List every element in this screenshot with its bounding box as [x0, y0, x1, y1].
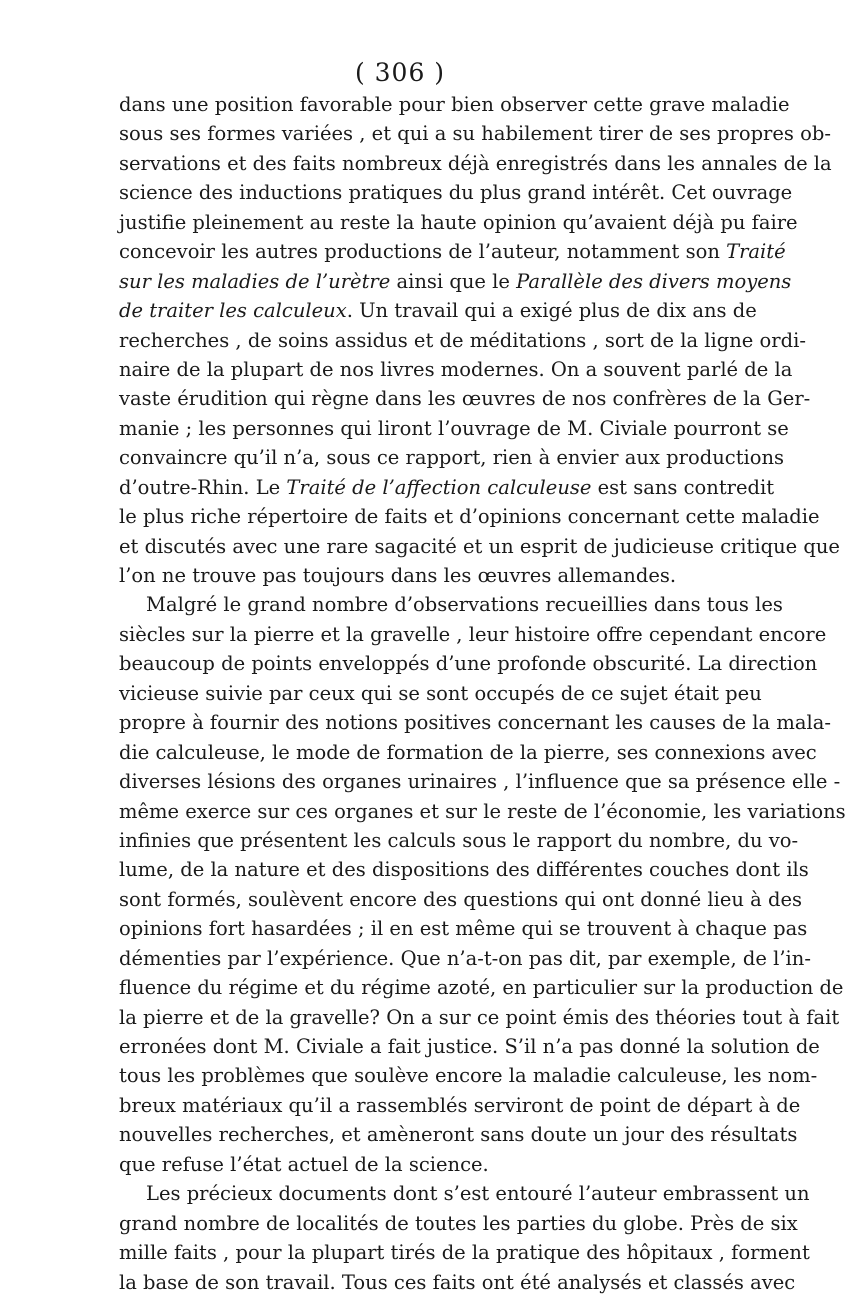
text-span: manie ; les personnes qui liront l’ouvrage de M. Civiale pourront se — [119, 416, 789, 440]
text-line — [119, 532, 840, 561]
text-line — [119, 944, 811, 973]
text-span: justifie pleinement au reste la haute opinion qu’avaient déjà pu faire — [119, 210, 798, 234]
text-span: die calculeuse, le mode de formation de la pierre, ses connexions avec — [119, 740, 817, 764]
text-line — [119, 826, 799, 855]
text-span: tous les problèmes que soulève encore la maladie calculeuse, les nom- — [119, 1064, 818, 1088]
text-span: et discutés avec une rare sagacité et un esprit de judicieuse critique que — [119, 534, 840, 558]
body-text — [119, 90, 846, 1297]
text-line — [119, 443, 785, 472]
text-line — [119, 355, 793, 384]
text-line — [119, 620, 827, 649]
italic-title-span: de traiter les calculeux — [119, 299, 347, 323]
text-span: ainsi que le — [390, 269, 517, 293]
page-number: ( 306 ) — [354, 58, 446, 87]
text-line — [119, 502, 820, 531]
text-span: breux matériaux qu’il a rassemblés serviront de point de départ à de — [119, 1093, 801, 1117]
text-span: siècles sur la pierre et la gravelle , leur histoire offre cependant encore — [119, 622, 827, 646]
text-line — [119, 1120, 798, 1149]
text-span: dans une position favorable pour bien observer cette grave maladie — [119, 93, 790, 116]
text-span: naire de la plupart de nos livres modernes. On a souvent parlé de la — [119, 357, 793, 381]
text-line — [119, 708, 831, 737]
paragraph — [119, 590, 846, 1179]
text-span: nouvelles recherches, et amèneront sans doute un jour des résultats — [119, 1123, 798, 1147]
text-line — [119, 1150, 681, 1179]
text-span: est sans contredit — [591, 475, 775, 499]
text-line — [119, 326, 806, 355]
text-span: lume, de la nature et des dispositions des différentes couches dont ils — [119, 858, 809, 882]
text-line — [119, 561, 681, 590]
text-line — [119, 473, 775, 502]
text-line — [119, 797, 846, 826]
text-span: le plus riche répertoire de faits et d’opinions concernant cette maladie — [119, 505, 820, 529]
text-span: concevoir les autres productions de l’auteur, notamment son — [119, 240, 727, 264]
text-span: Malgré le grand nombre d’observations recueillies dans tous les — [146, 593, 783, 617]
italic-title-span: Traité de l’affection calculeuse — [286, 475, 592, 499]
text-line — [119, 855, 809, 884]
text-span: l’on ne trouve pas toujours dans les œuvres allemandes. — [119, 564, 677, 587]
text-span: recherches , de soins assidus et de méditations , sort de la ligne ordi- — [119, 328, 806, 352]
text-line — [119, 1179, 810, 1208]
text-span: mille faits , pour la plupart tirés de la pratique des hôpitaux , forment — [119, 1241, 810, 1265]
text-span: science des inductions pratiques du plus grand intérêt. Cet ouvrage — [119, 181, 793, 205]
text-span: vicieuse suivie par ceux qui se sont occupés de ce sujet était peu — [119, 681, 762, 705]
text-line — [119, 1091, 801, 1120]
text-span: Les précieux documents dont s’est entouré l’auteur embrassent un — [146, 1182, 810, 1206]
text-line — [119, 414, 789, 443]
text-span: opinions fort hasardées ; il en est même qui se trouvent à chaque pas — [119, 917, 808, 941]
text-span: sont formés, soulèvent encore des questions qui ont donné lieu à des — [119, 887, 803, 911]
text-span: grand nombre de localités de toutes les parties du globe. Près de six — [119, 1211, 798, 1235]
text-span: erronées dont M. Civiale a fait justice. S’il n’a pas donné la solution de — [119, 1035, 820, 1058]
text-line — [119, 914, 808, 943]
text-span: que refuse l’état actuel de la science. — [119, 1152, 489, 1176]
text-line — [119, 267, 792, 296]
text-line — [119, 1209, 798, 1238]
text-line — [119, 738, 817, 767]
paragraph — [119, 90, 840, 590]
text-line — [119, 178, 793, 207]
paragraph — [119, 1179, 810, 1297]
italic-title-span: Parallèle des divers moyens — [516, 269, 792, 293]
text-span: . Un travail qui a exigé plus de dix ans de — [346, 299, 757, 323]
text-line — [119, 1032, 820, 1061]
text-line — [119, 384, 811, 413]
text-span: infinies que présentent les calculs sous le rapport du nombre, du vo- — [119, 828, 799, 852]
text-line — [119, 767, 841, 796]
text-span: beaucoup de points enveloppés d’une profonde obscurité. La direction — [119, 652, 818, 676]
text-line — [119, 1238, 810, 1267]
text-span: servations et des faits nombreux déjà enregistrés dans les annales de la — [119, 151, 832, 175]
text-span: d’outre-Rhin. Le — [119, 475, 287, 499]
text-span: diverses lésions des organes urinaires , l’influence que sa présence elle - — [119, 770, 841, 794]
text-span: propre à fournir des notions positives concernant les causes de la mala- — [119, 711, 831, 735]
text-span: fluence du régime et du régime azoté, en particulier sur la production de — [119, 976, 844, 1000]
text-span: convaincre qu’il n’a, sous ce rapport, rien à envier aux productions — [119, 446, 785, 470]
text-span: la base de son travail. Tous ces faits ont été analysés et classés avec — [119, 1270, 796, 1294]
text-line — [119, 1061, 818, 1090]
text-line — [119, 149, 832, 178]
text-line — [119, 1268, 796, 1297]
text-line — [119, 885, 803, 914]
text-span: la pierre et de la gravelle? On a sur ce point émis des théories tout à fait — [119, 1005, 840, 1029]
text-line — [119, 649, 818, 678]
text-span: démenties par l’expérience. Que n’a-t-on pas dit, par exemple, de l’in- — [119, 946, 811, 970]
text-span: sous ses formes variées , et qui a su habilement tirer de ses propres ob- — [119, 122, 831, 146]
text-line — [119, 90, 790, 119]
text-span: vaste érudition qui règne dans les œuvres de nos confrères de la Ger- — [119, 387, 811, 411]
text-line — [119, 679, 762, 708]
text-line — [119, 208, 798, 237]
text-line — [119, 590, 783, 619]
text-line — [119, 1003, 840, 1032]
text-line — [119, 973, 844, 1002]
italic-title-span: sur les maladies de l’urètre — [119, 269, 391, 293]
text-span: même exerce sur ces organes et sur le reste de l’économie, les variations — [119, 799, 846, 823]
text-line — [119, 296, 757, 325]
italic-title-span: Traité — [726, 240, 786, 264]
text-line — [119, 237, 786, 266]
text-line — [119, 119, 831, 148]
